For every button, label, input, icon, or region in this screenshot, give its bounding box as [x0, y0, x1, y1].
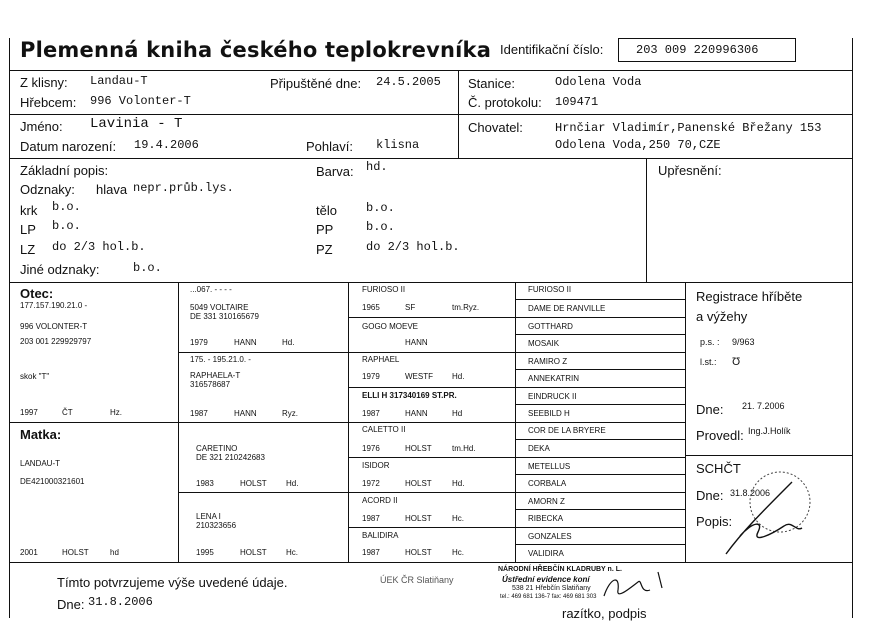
ggp-breed: HANN [405, 409, 428, 418]
gggp-name: ANNEKATRIN [528, 374, 579, 383]
dam-label: Matka: [20, 427, 62, 442]
footer-signature [600, 568, 680, 604]
office-text: ÚEK ČR Slatiňany [380, 575, 454, 585]
sire-name: 996 VOLONTER-T [20, 322, 88, 331]
reg-date-value: 21. 7.2006 [742, 401, 785, 411]
gggp-name: MOSAIK [528, 339, 560, 348]
lp-value: b.o. [52, 219, 81, 233]
ggp-breed: HOLST [405, 479, 432, 488]
pz-value: do 2/3 hol.b. [366, 240, 460, 254]
name-value: Lavinia - T [90, 116, 183, 132]
ls-label: l.st.: [700, 357, 717, 367]
stallion-label: Hřebcem: [20, 95, 77, 110]
dgsire-year: 1983 [196, 479, 214, 488]
dgdam-name: LENA I [196, 512, 221, 521]
gsire-id: DE 331 310165679 [190, 312, 259, 321]
refine-label: Upřesnění: [658, 163, 722, 178]
sire-col2: ČT [62, 408, 73, 417]
pp-value: b.o. [366, 220, 395, 234]
sex-value: klisna [376, 138, 420, 152]
gdam-year: 1987 [190, 409, 208, 418]
sire-id1: 177.157.190.21.0 - [20, 301, 88, 310]
dam-color: hd [110, 548, 119, 557]
stallion-value: 996 Volonter-T [90, 94, 191, 108]
other-marks-label: Jiné odznaky: [20, 262, 100, 277]
dam-breed: HOLST [62, 548, 89, 557]
gggp-name: SEEBILD H [528, 409, 570, 418]
rule [9, 422, 685, 423]
rule [685, 455, 853, 456]
sex-label: Pohlaví: [306, 139, 353, 154]
ggp-name: RAPHAEL [362, 355, 400, 364]
gggp-name: EINDRUCK II [528, 392, 577, 401]
mare-label: Z klisny: [20, 75, 68, 90]
ggp-name: CALETTO II [362, 425, 406, 434]
dgdam-color: Hc. [286, 548, 298, 557]
frame-left [9, 38, 10, 618]
rule [515, 317, 685, 318]
rule [348, 457, 515, 458]
ps-label: p.s. : [700, 337, 720, 347]
ggp-name: FURIOSO II [362, 285, 406, 294]
ggp-year: 1979 [362, 372, 380, 381]
breeder-line2: Odolena Voda,250 70,CZE [555, 138, 721, 152]
rule [515, 492, 685, 493]
rule [348, 492, 515, 493]
body-value: b.o. [366, 201, 395, 215]
stamp-line1: NÁRODNÍ HŘEBČÍN KLADRUBY n. L. [498, 566, 622, 573]
approval-stamp-signature [722, 462, 822, 558]
rule [515, 352, 685, 353]
name-label: Jméno: [20, 119, 63, 134]
body-label: tělo [316, 203, 337, 218]
ggp-year: 1972 [362, 479, 380, 488]
reg-by-label: Provedl: [696, 428, 744, 443]
rule [515, 457, 685, 458]
lz-value: do 2/3 hol.b. [52, 240, 146, 254]
sire-col3: Hz. [110, 408, 122, 417]
ggp-breed: HOLST [405, 444, 432, 453]
ggp-year: 1987 [362, 409, 380, 418]
rule [515, 299, 685, 300]
ggp-color: Hd. [452, 479, 465, 488]
sire-id2: 203 001 229929797 [20, 337, 92, 346]
gdam-top: 175. - 195.21.0. - [190, 355, 251, 364]
color-label: Barva: [316, 164, 354, 179]
ggp-breed: HOLST [405, 548, 432, 557]
sire-jump: skok "T" [20, 372, 50, 381]
rule [348, 527, 515, 528]
dgsire-id: DE 321 210242683 [196, 453, 265, 462]
ggp-color: Hc. [452, 514, 464, 523]
id-value: 203 009 220996306 [636, 43, 759, 57]
dgsire-color: Hd. [286, 479, 299, 488]
pp-label: PP [316, 222, 334, 237]
gggp-name: CORBALA [528, 479, 567, 488]
birth-label: Datum narození: [20, 139, 117, 154]
birth-value: 19.4.2006 [134, 138, 199, 152]
stamp-line3: 538 21 Hřebčín Slatiňany [512, 585, 591, 592]
neck-value: b.o. [52, 200, 81, 214]
head-value: nepr.průb.lys. [133, 181, 234, 195]
dgsire-name: CARETINO [196, 444, 238, 453]
pz-label: PZ [316, 242, 333, 257]
rule [348, 282, 349, 562]
ggp-name: GOGO MOEVE [362, 322, 419, 331]
rule [9, 282, 853, 283]
rule [515, 387, 685, 388]
approval-title: SCHČT [696, 461, 741, 476]
dgdam-breed: HOLST [240, 548, 267, 557]
admitted-value: 24.5.2005 [376, 75, 441, 89]
gdam-id: 316578687 [190, 380, 231, 389]
gggp-name: COR DE LA BRYERE [528, 426, 606, 435]
rule [348, 352, 515, 353]
reg-by-value: Ing.J.Holík [748, 426, 791, 436]
lz-label: LZ [20, 242, 36, 257]
rule [515, 334, 685, 335]
id-label: Identifikační číslo: [500, 42, 604, 57]
neck-label: krk [20, 203, 38, 218]
rule [348, 387, 515, 388]
ggp-breed: WESTF [405, 372, 433, 381]
approval-date-value: 31.8.2006 [730, 488, 771, 498]
gggp-name: DAME DE RANVILLE [528, 304, 606, 313]
rule [515, 474, 685, 475]
ggp-color: Hc. [452, 548, 464, 557]
rule [9, 114, 853, 115]
dgdam-year: 1995 [196, 548, 214, 557]
ggp-name: ELLI H 317340169 ST.PR. [362, 391, 457, 400]
sire-year: 1997 [20, 408, 38, 417]
rule [9, 158, 853, 159]
approval-sign-label: Popis: [696, 514, 733, 529]
rule [178, 282, 179, 562]
ggp-breed: HOLST [405, 514, 432, 523]
gggp-name: METELLUS [528, 462, 571, 471]
signature-label: razítko, podpis [562, 606, 647, 621]
rule [685, 282, 686, 562]
station-label: Stanice: [468, 76, 515, 91]
marks-label: Odznaky: [20, 182, 75, 197]
footer-date-label: Dne: [57, 597, 85, 612]
gdam-breed: HANN [234, 409, 257, 418]
gsire-name: 5049 VOLTAIRE [190, 303, 249, 312]
ps-value: 9/963 [732, 337, 755, 347]
dgdam-id: 210323656 [196, 521, 237, 530]
gggp-name: AMORN Z [528, 497, 565, 506]
gsire-year: 1979 [190, 338, 208, 347]
rule [515, 439, 685, 440]
ls-value: Ʊ [732, 356, 741, 368]
ggp-year: 1976 [362, 444, 380, 453]
ggp-color: Hd. [452, 372, 465, 381]
gggp-name: DEKA [528, 444, 550, 453]
sire-label: Otec: [20, 286, 54, 301]
gggp-name: RAMIRO Z [528, 357, 568, 366]
ggp-year: 1987 [362, 514, 380, 523]
reg-date-label: Dne: [696, 402, 724, 417]
rule [348, 317, 515, 318]
dam-year: 2001 [20, 548, 38, 557]
basic-desc-label: Základní popis: [20, 163, 109, 178]
registration-title: Registrace hříběte [696, 289, 803, 304]
gdam-name: RAPHAELA-T [190, 371, 241, 380]
gsire-breed: HANN [234, 338, 257, 347]
rule [458, 70, 459, 158]
gggp-name: VALIDIRA [528, 549, 564, 558]
rule [178, 492, 348, 493]
ggp-color: tm.Ryz. [452, 303, 480, 312]
frame-right [852, 38, 853, 618]
gdam-color: Ryz. [282, 409, 298, 418]
breeder-label: Chovatel: [468, 120, 523, 135]
stamp-line4: tel.: 469 681 136-7 fax: 469 681 303 [500, 594, 597, 600]
document-title: Plemenná kniha českého teplokrevníka [20, 38, 492, 62]
ggp-year: 1965 [362, 303, 380, 312]
ggp-name: ISIDOR [362, 461, 390, 470]
confirm-text: Tímto potvrzujeme výše uvedené údaje. [57, 575, 288, 590]
rule [9, 562, 853, 563]
rule [178, 352, 348, 353]
dam-id: DE421000321601 [20, 477, 85, 486]
protocol-label: Č. protokolu: [468, 95, 542, 110]
rule [9, 70, 853, 71]
approval-date-label: Dne: [696, 488, 724, 503]
ggp-breed: SF [405, 303, 416, 312]
ggp-name: BALIDIRA [362, 531, 399, 540]
admitted-label: Připuštěné dne: [270, 76, 362, 91]
color-value: hd. [366, 160, 388, 174]
gggp-name: FURIOSO II [528, 285, 572, 294]
other-marks-value: b.o. [133, 261, 162, 275]
gsire-top: ...067. - - - - [190, 285, 232, 294]
ggp-breed: HANN [405, 338, 428, 347]
stamp-line2: Ústřední evidence koní [502, 575, 590, 584]
rule [515, 369, 685, 370]
dam-name: LANDAU-T [20, 459, 61, 468]
gggp-name: RIBECKA [528, 514, 564, 523]
ggp-color: Hd [452, 409, 463, 418]
rule [515, 282, 516, 562]
registration-subtitle: a výžehy [696, 309, 748, 324]
protocol-value: 109471 [555, 95, 599, 109]
lp-label: LP [20, 222, 36, 237]
footer-date-value: 31.8.2006 [88, 595, 153, 609]
rule [646, 158, 647, 282]
ggp-year: 1987 [362, 548, 380, 557]
ggp-name: ACORD II [362, 496, 398, 505]
rule [515, 527, 685, 528]
dgsire-breed: HOLST [240, 479, 267, 488]
mare-value: Landau-T [90, 74, 148, 88]
rule [515, 404, 685, 405]
gggp-name: GONZALES [528, 532, 572, 541]
rule [515, 544, 685, 545]
head-label: hlava [96, 182, 128, 197]
rule [515, 509, 685, 510]
gsire-color: Hd. [282, 338, 295, 347]
gggp-name: GOTTHARD [528, 322, 573, 331]
station-value: Odolena Voda [555, 75, 642, 89]
ggp-color: tm.Hd. [452, 444, 476, 453]
breeder-line1: Hrnčiar Vladimír,Panenské Břežany 153 [555, 121, 822, 135]
